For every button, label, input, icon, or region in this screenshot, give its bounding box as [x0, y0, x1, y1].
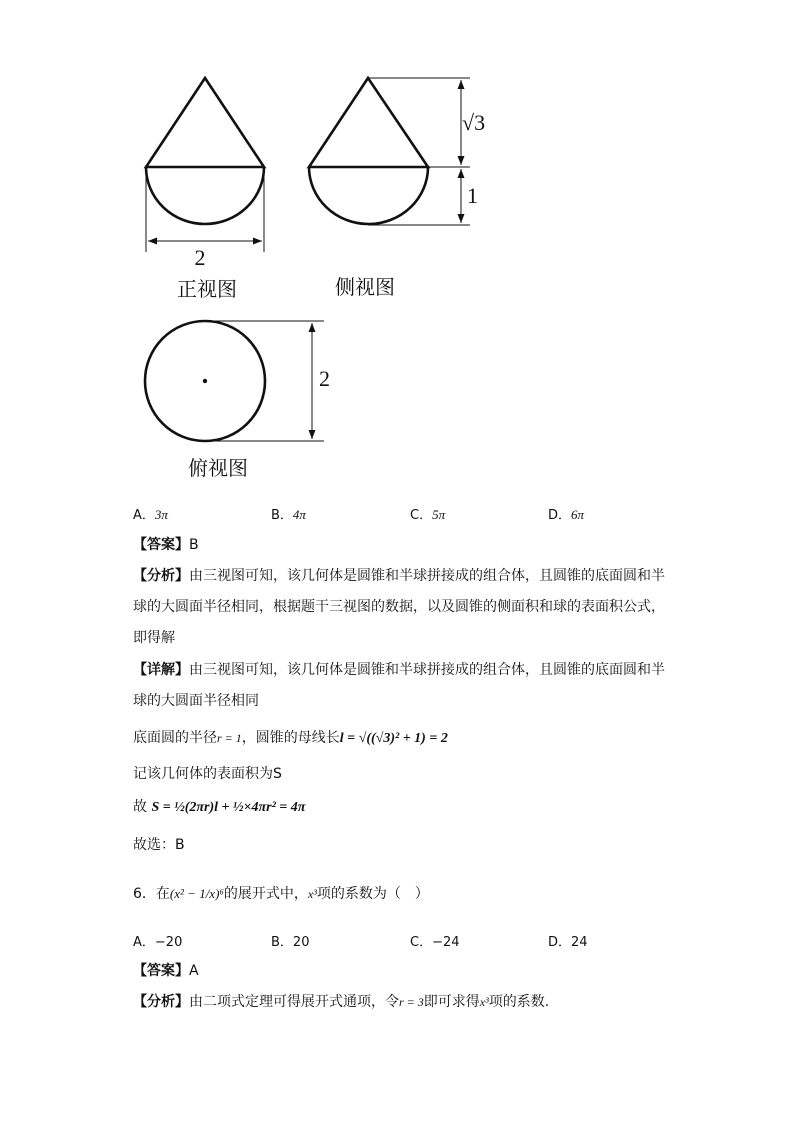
front-cone-triangle [146, 78, 264, 167]
q6-stem: 6．在(x² − 1/x)⁶的展开式中，x³项的系数为（ ） [133, 886, 429, 902]
top-view-center-dot [203, 379, 207, 383]
side-cone-height-label: √3 [462, 110, 486, 135]
analysis-tag: 【分析】 [133, 568, 189, 584]
q5-option-a: A．3π [133, 507, 168, 523]
side-view [309, 78, 428, 224]
answer-tag: 【答案】 [133, 963, 189, 979]
front-width-label: 2 [194, 245, 206, 270]
analysis-tag: 【分析】 [133, 994, 189, 1010]
q5-analysis-line-2: 球的大圆面半径相同，根据题干三视图的数据，以及圆锥的侧面积和球的表面积公式， [133, 599, 665, 615]
q5-radius-line: 底面圆的半径r = 1，圆锥的母线长l = √((√3)² + 1) = 2 [133, 730, 448, 746]
q6-option-a: A．−20 [133, 935, 183, 950]
side-hemisphere-arc [309, 167, 428, 224]
q5-surface-label: 记该几何体的表面积为S [133, 766, 282, 782]
side-hemisphere-height-label: 1 [467, 183, 478, 208]
answer-value: A [189, 963, 199, 979]
front-hemisphere-arc [146, 167, 264, 224]
q5-answer [133, 535, 199, 555]
top-view-caption: 俯视图 [188, 458, 248, 480]
side-view-caption: 侧视图 [335, 277, 395, 299]
radius-equation: r = 1 [217, 731, 242, 745]
q5-surface-formula: 故 S = ½(2πr)l + ½×4πr² = 4π [133, 799, 306, 815]
q6-analysis: 【分析】由二项式定理可得展开式通项，令r = 3即可求得x³项的系数. [133, 994, 550, 1010]
q5-analysis-line-1: 【分析】由三视图可知，该几何体是圆锥和半球拼接成的组合体，且圆锥的底面圆和半 [133, 568, 665, 584]
surface-equation: S = ½(2πr)l + ½×4πr² = 4π [151, 800, 306, 815]
three-view-figure [0, 0, 794, 500]
q5-analysis-line-3: 即得解 [133, 630, 175, 646]
q5-detail-line-1: 【详解】由三视图可知，该几何体是圆锥和半球拼接成的组合体，且圆锥的底面圆和半 [133, 662, 665, 678]
q6-answer [133, 961, 199, 981]
q6-expression: (x² − 1/x)⁶ [169, 886, 224, 901]
answer-tag: 【答案】 [133, 537, 189, 553]
q5-option-c: C．5π [410, 507, 446, 523]
front-view [146, 78, 264, 224]
top-view [145, 321, 265, 441]
top-diameter-label: 2 [319, 366, 330, 391]
q6-option-c: C．−24 [410, 935, 460, 950]
answer-value: B [189, 537, 199, 553]
side-cone-triangle [309, 78, 428, 167]
q5-conclusion: 故选：B [133, 837, 185, 853]
detail-tag: 【详解】 [133, 662, 189, 678]
q5-option-d: D．6π [548, 507, 585, 523]
q5-option-b: B．4π [271, 507, 306, 523]
q6-option-d: D．24 [548, 935, 588, 950]
front-width-dimension [146, 172, 264, 252]
front-view-caption: 正视图 [177, 279, 237, 301]
q6-option-b: B．20 [271, 935, 310, 950]
slant-equation: l = √((√3)² + 1) = 2 [339, 731, 448, 746]
q5-detail-line-2: 球的大圆面半径相同 [133, 693, 259, 709]
